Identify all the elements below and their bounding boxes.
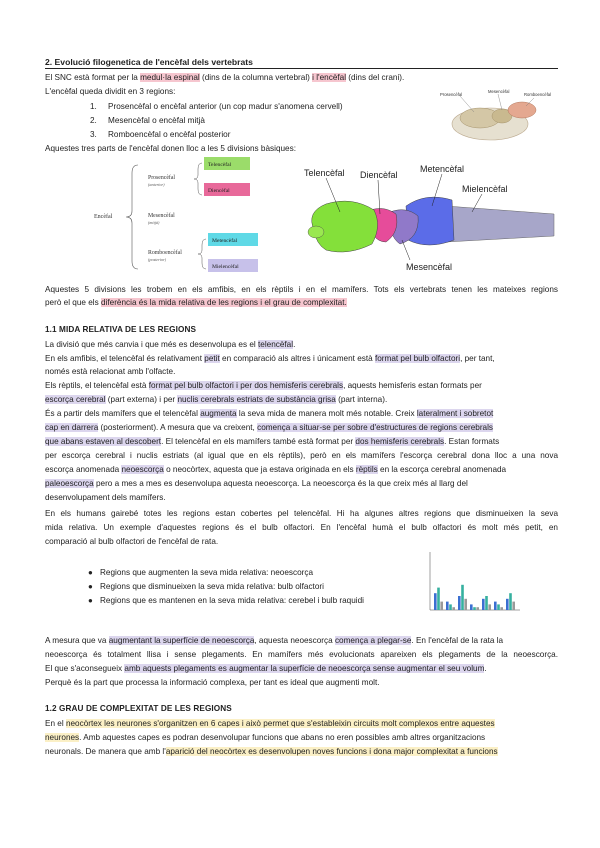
text-run: (dins del crani). — [346, 73, 405, 82]
chart-bar — [440, 602, 443, 610]
text-run: però el que els — [45, 298, 101, 307]
tree-pros: Prosencèfal — [148, 175, 176, 181]
text-run: . El telencèfal en els mamífers també està format per — [161, 437, 356, 446]
text-run: És a partir dels mamífers que el telencèfal — [45, 409, 201, 418]
brain-label-miel: Mielencèfal — [462, 184, 508, 194]
item-text: Romboencèfal o encèfal posterior — [108, 130, 231, 139]
bullet-dot-icon: ● — [88, 568, 93, 577]
mielencefal-shape — [446, 206, 554, 242]
text-run: o neocòrtex, aquesta que ja estava originada en els — [163, 465, 356, 474]
text-run: la seva mida de manera molt més notable. Creix — [236, 409, 417, 418]
text-run: , aquests hemisferis estan formats per — [343, 381, 482, 390]
brain-label-dien: Diencèfal — [360, 170, 398, 180]
heading-1-2: 1.2 GRAU DE COMPLEXITAT DE LES REGIONS — [45, 704, 232, 713]
highlight-darrera: cap en darrera — [45, 423, 99, 432]
chart-bar — [461, 585, 464, 610]
text-run: El SNC està format per la — [45, 73, 141, 82]
item-number: 3. — [90, 130, 97, 139]
highlight-nuclis: nuclis cerebrals estriats de substància grisa — [177, 395, 336, 404]
small-brain-figure — [438, 88, 556, 144]
s11-line-c6 — [45, 478, 558, 489]
telencefal-shape — [312, 201, 378, 252]
text-run: pero a mes a mes es desenvolupa aquesta neoescorça. La neoescorça és la que creix més al llarg del — [93, 479, 468, 488]
tree-miel: Mielencèfal — [212, 264, 239, 270]
highlight-descobert: que abans estaven al descobert — [45, 437, 162, 446]
chart-bar — [500, 607, 503, 610]
chart-bar — [494, 602, 497, 610]
highlight-aparicio: aparició del neocòrtex es desenvolupen noves funcions i dona major complexitat a funcions — [165, 747, 498, 756]
chart-bar — [509, 593, 512, 610]
region-size-chart — [422, 548, 522, 620]
item-number: 1. — [90, 102, 97, 111]
s11-line-a2 — [45, 353, 558, 364]
highlight-plegaments: amb aquests plegaments es augmentar la superfície de neoescorça sense augmentar el seu volum — [124, 664, 485, 673]
s11-line-d2: mida relativa. Un exemple d'aquestes regions és el bulb olfactori. En l'encèfal humà el bulb olfactori és molt més petit, en — [45, 523, 558, 532]
highlight-petit: petit — [204, 354, 220, 363]
text-run: (part externa) i per — [105, 395, 178, 404]
region-item-2 — [90, 115, 205, 126]
highlight-lateral: lateralment i sobretot — [416, 409, 494, 418]
text-run: escorça anomenada — [45, 465, 122, 474]
s11-line-c4: per escorça cerebral i nuclis estriats (al igual que en els rèptils), però en els mamífers l'escorça cerebral dona lloc a una nova — [45, 451, 558, 460]
pointer-line — [498, 94, 502, 110]
s12-line-f2 — [45, 732, 558, 743]
chart-bar — [458, 596, 461, 610]
tree-tel: Telencèfal — [208, 162, 232, 168]
bullet-2 — [88, 581, 324, 592]
text-run: , per tant, — [460, 354, 495, 363]
bullet-dot-icon: ● — [88, 596, 93, 605]
tree-root: Encèfal — [94, 214, 113, 220]
s11-line-a1 — [45, 339, 558, 350]
s11-line-e2: neoescorça és totalment llisa i sense plegaments. En mamífers més evolucionats apareixen els plegaments de la neoescorça. — [45, 650, 558, 659]
text-run: (posteriorment). A mesura que va creixent, — [98, 423, 258, 432]
highlight-dos-hemisferis: dos hemisferis cerebrals — [355, 437, 445, 446]
s11-line-a3: només està relacionat amb l'olfacte. — [45, 367, 176, 376]
chart-bar — [488, 604, 491, 610]
region-item-3 — [90, 129, 230, 140]
text-run: El que s'aconsegueix — [45, 664, 125, 673]
chart-bar — [437, 588, 440, 610]
s12-line-f3 — [45, 746, 558, 757]
intro-line-2: L'encèfal queda dividit en 3 regions: — [45, 87, 176, 96]
highlight-situar: comença a situar-se per sobre d'estructures de regions cerebrals — [257, 423, 494, 432]
chart-bar — [485, 596, 488, 610]
highlight-difference: diferència és la mida relativa de les regions i el grau de complexitat. — [101, 298, 347, 307]
bullet-dot-icon: ● — [88, 582, 93, 591]
s12-line-f1 — [45, 718, 558, 729]
brain-label-tel: Telencèfal — [304, 168, 345, 178]
text-run: . — [293, 340, 296, 349]
text-run: En els amfibis, el telencèfal és relativament — [45, 354, 205, 363]
small-label-romb: Romboencèfal — [524, 92, 552, 97]
bullet-text: Regions que es mantenen en la seva mida relativa: cerebel i bulb raquidi — [100, 596, 364, 605]
text-run: . En l'encèfal de la rata la — [411, 636, 504, 645]
chart-bar — [434, 593, 437, 610]
highlight-encefal: i l'encèfal — [312, 73, 347, 82]
tree-dien: Diencèfal — [208, 188, 230, 194]
leader-mes — [402, 240, 410, 260]
item-text: Prosencèfal o encèfal anterior (un cop madur s'anomena cervell) — [108, 102, 343, 111]
highlight-neurones: neurones — [45, 733, 80, 742]
text-run: . Amb aquestes capes es podran desenvolupar funcions que abans no eren possibles amb altres organitzacions — [79, 733, 486, 742]
text-run: . — [484, 664, 487, 673]
s11-line-c1 — [45, 408, 558, 419]
brain-divisions-figure — [296, 160, 558, 278]
s11-line-d3: comparació al bulb olfactori de l'encèfal de rata. — [45, 537, 219, 546]
division-tree — [88, 155, 270, 280]
text-run: . Estan formats — [444, 437, 500, 446]
s11-line-d1: En els humans gairebé totes les regions estan cobertes pel telencèfal. Hi ha algunes altres regions que disminueixen la seva — [45, 509, 558, 518]
highlight-hemispheres: format pel bulb olfactori i per dos hemisferis cerebrals — [148, 381, 344, 390]
chart-bar — [497, 604, 500, 610]
highlight-plegar: comença a plegar-se — [334, 636, 412, 645]
bullet-1 — [88, 567, 313, 578]
tree-pros-sub: (anterior) — [148, 182, 165, 187]
text-run: A mesura que va — [45, 636, 109, 645]
p1-line-1: Aquestes 5 divisions les trobem en els amfibis, en els rèptils i en el mamífers. Tots els vertebrats tenen les mateixes regions — [45, 285, 558, 294]
small-label-mes: Mesencèfal — [488, 89, 510, 94]
chart-bar — [473, 607, 476, 610]
s11-line-b2 — [45, 394, 558, 405]
p1-line-2 — [45, 297, 558, 308]
small-label-pros: Prosencèfal — [440, 92, 463, 97]
romb-brace — [198, 239, 206, 269]
s11-line-b1 — [45, 380, 558, 391]
s11-line-e4: Perquè és la part que processa la informació complexa, per tant es ideal que augmenti molt. — [45, 678, 380, 687]
brain-label-met: Metencèfal — [420, 164, 465, 174]
chart-bar — [452, 607, 455, 610]
chart-bar — [470, 604, 473, 610]
intro-line-1 — [45, 72, 558, 83]
region-item-1 — [90, 101, 343, 112]
text-run: (part interna). — [335, 395, 388, 404]
highlight-escorca: escorça cerebral — [45, 395, 106, 404]
s11-line-e1 — [45, 635, 558, 646]
s11-line-c3 — [45, 436, 558, 447]
chart-bar — [446, 602, 449, 610]
chart-bar — [506, 599, 509, 610]
pointer-line — [460, 96, 474, 112]
highlight-neocortex: neocòrtex les neurones s'organitzen en 6 capes i això permet que s'estableixin circuits molt complexos entre aquestes — [65, 719, 495, 728]
tree-met: Metencèfal — [212, 238, 238, 244]
text-run: neuronals. De manera que amb l' — [45, 747, 166, 756]
text-run: en la escorça cerebral anomenada — [377, 465, 507, 474]
highlight-neoescorca: neoescorça — [121, 465, 164, 474]
chart-bar — [476, 607, 479, 610]
chart-bar — [449, 604, 452, 610]
text-run: La divisió que més canvia i que més es desenvolupa es el — [45, 340, 258, 349]
highlight-telencefal: telencèfal — [258, 340, 294, 349]
brain-label-mes: Mesencèfal — [406, 262, 453, 272]
s11-line-c2 — [45, 422, 558, 433]
text-run: (dins de la columna vertebral) — [199, 73, 313, 82]
tree-mes: Mesencèfal — [148, 213, 175, 219]
item-number: 2. — [90, 116, 97, 125]
bullet-3 — [88, 595, 364, 606]
text-run: En el — [45, 719, 66, 728]
s11-line-c7: desenvolupament dels mamífers. — [45, 493, 166, 502]
s11-line-e3 — [45, 663, 558, 674]
olfactory-bulb-shape — [308, 226, 324, 238]
highlight-paleoescorca: paleoescorça — [45, 479, 94, 488]
tree-mes-sub: (mitjà) — [148, 220, 160, 225]
pros-brace — [194, 163, 202, 195]
chart-bar — [464, 599, 467, 610]
section-title: 2. Evolució filogenetica de l'encèfal dels vertebrats — [45, 57, 558, 69]
text-run: en comparació als altres i únicament està — [219, 354, 375, 363]
s11-line-c5 — [45, 464, 558, 475]
intro-line-3: Aquestes tres parts de l'encèfal donen lloc a les 5 divisions bàsiques: — [45, 144, 296, 153]
heading-1-1: 1.1 MIDA RELATIVA DE LES REGIONS — [45, 325, 197, 334]
highlight-augmenta: augmenta — [200, 409, 237, 418]
item-text: Mesencèfal o encèfal mitjà — [108, 116, 205, 125]
tree-romb: Romboencèfal — [148, 250, 182, 256]
text-run: Els rèptils, el telencèfal està — [45, 381, 149, 390]
highlight-bulb: format pel bulb olfactori — [374, 354, 461, 363]
text-run: , aquesta neoescorça — [254, 636, 335, 645]
romboencefal-shape — [508, 102, 536, 118]
highlight-superficie: augmentant la superfície de neoescorça — [108, 636, 255, 645]
highlight-medulla: medul·la espinal — [140, 73, 200, 82]
tree-romb-sub: (posterior) — [148, 257, 167, 262]
main-brace — [126, 165, 138, 269]
bullet-text: Regions que disminueixen la seva mida relativa: bulb olfactori — [100, 582, 324, 591]
chart-bar — [482, 599, 485, 610]
chart-bar — [512, 602, 515, 610]
bullet-text: Regions que augmenten la seva mida relativa: neoescorça — [100, 568, 314, 577]
highlight-reptils: rèptils — [355, 465, 378, 474]
